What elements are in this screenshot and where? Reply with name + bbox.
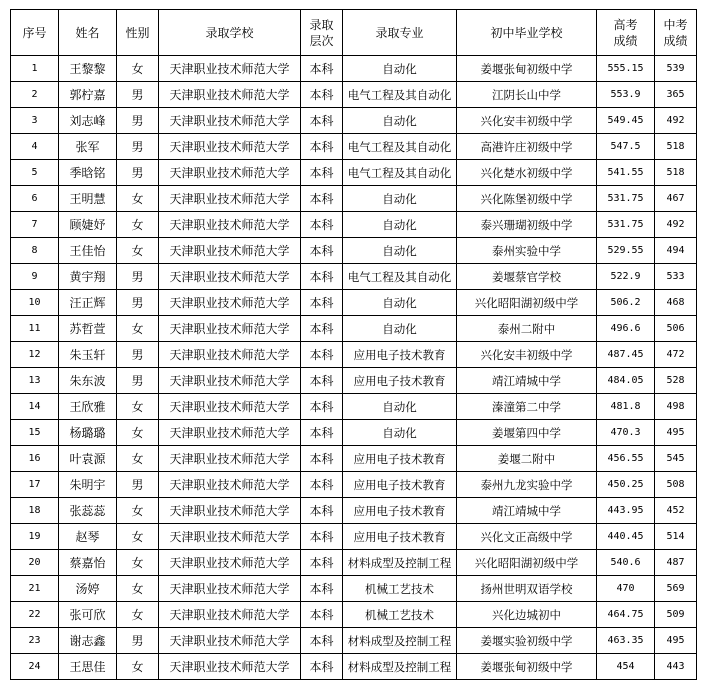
header-row — [11, 10, 697, 56]
cell-admitted-school: 天津职业技术师范大学 — [159, 160, 301, 186]
cell-level: 本科 — [301, 576, 343, 602]
cell-name: 王思佳 — [59, 654, 117, 680]
cell-middle-school: 姜堰第四中学 — [457, 420, 597, 446]
cell-middle-school: 兴化安丰初级中学 — [457, 342, 597, 368]
cell-level: 本科 — [301, 290, 343, 316]
cell-zhongkao-score: 443 — [655, 654, 697, 680]
cell-admitted-school: 天津职业技术师范大学 — [159, 342, 301, 368]
cell-level: 本科 — [301, 602, 343, 628]
cell-name: 赵琴 — [59, 524, 117, 550]
cell-gaokao-score: 470 — [597, 576, 655, 602]
cell-major: 自动化 — [343, 420, 457, 446]
cell-level: 本科 — [301, 446, 343, 472]
table-row — [11, 602, 697, 628]
cell-index: 21 — [11, 576, 59, 602]
cell-middle-school: 姜堰张甸初级中学 — [457, 56, 597, 82]
cell-level: 本科 — [301, 56, 343, 82]
cell-gaokao-score: 531.75 — [597, 186, 655, 212]
table-row — [11, 420, 697, 446]
cell-gender: 男 — [117, 342, 159, 368]
cell-middle-school: 溱潼第二中学 — [457, 394, 597, 420]
cell-middle-school: 姜堰张甸初级中学 — [457, 654, 597, 680]
cell-gender: 女 — [117, 576, 159, 602]
cell-gender: 女 — [117, 550, 159, 576]
cell-major: 自动化 — [343, 108, 457, 134]
cell-gaokao-score: 487.45 — [597, 342, 655, 368]
table-row — [11, 134, 697, 160]
cell-gaokao-score: 454 — [597, 654, 655, 680]
cell-name: 杨璐璐 — [59, 420, 117, 446]
cell-index: 23 — [11, 628, 59, 654]
table-row — [11, 446, 697, 472]
cell-gender: 男 — [117, 82, 159, 108]
header-middle-school: 初中毕业学校 — [457, 10, 597, 56]
cell-zhongkao-score: 545 — [655, 446, 697, 472]
cell-level: 本科 — [301, 472, 343, 498]
cell-level: 本科 — [301, 134, 343, 160]
cell-major: 自动化 — [343, 316, 457, 342]
cell-admitted-school: 天津职业技术师范大学 — [159, 134, 301, 160]
header-zhongkao-score: 中考 成绩 — [655, 10, 697, 56]
cell-zhongkao-score: 492 — [655, 108, 697, 134]
cell-gaokao-score: 470.3 — [597, 420, 655, 446]
cell-major: 材料成型及控制工程 — [343, 628, 457, 654]
cell-name: 朱东波 — [59, 368, 117, 394]
cell-name: 谢志鑫 — [59, 628, 117, 654]
cell-name: 张军 — [59, 134, 117, 160]
header-admitted-school: 录取学校 — [159, 10, 301, 56]
cell-index: 15 — [11, 420, 59, 446]
cell-gaokao-score: 529.55 — [597, 238, 655, 264]
cell-zhongkao-score: 365 — [655, 82, 697, 108]
cell-zhongkao-score: 468 — [655, 290, 697, 316]
cell-gender: 女 — [117, 498, 159, 524]
cell-major: 应用电子技术教育 — [343, 472, 457, 498]
cell-gaokao-score: 456.55 — [597, 446, 655, 472]
cell-admitted-school: 天津职业技术师范大学 — [159, 56, 301, 82]
cell-admitted-school: 天津职业技术师范大学 — [159, 498, 301, 524]
cell-zhongkao-score: 487 — [655, 550, 697, 576]
cell-level: 本科 — [301, 212, 343, 238]
cell-level: 本科 — [301, 342, 343, 368]
cell-gender: 女 — [117, 394, 159, 420]
cell-index: 12 — [11, 342, 59, 368]
cell-major: 电气工程及其自动化 — [343, 264, 457, 290]
cell-name: 朱玉轩 — [59, 342, 117, 368]
header-index: 序号 — [11, 10, 59, 56]
table-row — [11, 576, 697, 602]
cell-gaokao-score: 481.8 — [597, 394, 655, 420]
cell-name: 郭柠嘉 — [59, 82, 117, 108]
header-gaokao-score: 高考 成绩 — [597, 10, 655, 56]
cell-middle-school: 靖江靖城中学 — [457, 498, 597, 524]
table-row — [11, 342, 697, 368]
cell-zhongkao-score: 494 — [655, 238, 697, 264]
cell-zhongkao-score: 508 — [655, 472, 697, 498]
cell-gaokao-score: 464.75 — [597, 602, 655, 628]
cell-gaokao-score: 549.45 — [597, 108, 655, 134]
cell-name: 顾婕妤 — [59, 212, 117, 238]
cell-level: 本科 — [301, 264, 343, 290]
cell-gaokao-score: 450.25 — [597, 472, 655, 498]
cell-name: 王黎黎 — [59, 56, 117, 82]
cell-zhongkao-score: 518 — [655, 160, 697, 186]
cell-gaokao-score: 547.5 — [597, 134, 655, 160]
cell-middle-school: 扬州世明双语学校 — [457, 576, 597, 602]
cell-middle-school: 兴化昭阳湖初级中学 — [457, 550, 597, 576]
table-row — [11, 316, 697, 342]
cell-index: 6 — [11, 186, 59, 212]
cell-gender: 男 — [117, 628, 159, 654]
cell-gender: 女 — [117, 212, 159, 238]
cell-gender: 女 — [117, 524, 159, 550]
cell-index: 1 — [11, 56, 59, 82]
cell-admitted-school: 天津职业技术师范大学 — [159, 446, 301, 472]
cell-name: 叶袁源 — [59, 446, 117, 472]
table-row — [11, 654, 697, 680]
cell-major: 应用电子技术教育 — [343, 342, 457, 368]
table-row — [11, 56, 697, 82]
cell-name: 蔡嘉怡 — [59, 550, 117, 576]
cell-index: 19 — [11, 524, 59, 550]
cell-name: 张可欣 — [59, 602, 117, 628]
cell-middle-school: 泰州九龙实验中学 — [457, 472, 597, 498]
cell-middle-school: 靖江靖城中学 — [457, 368, 597, 394]
table-row — [11, 394, 697, 420]
cell-level: 本科 — [301, 108, 343, 134]
cell-index: 14 — [11, 394, 59, 420]
cell-major: 材料成型及控制工程 — [343, 654, 457, 680]
cell-gaokao-score: 440.45 — [597, 524, 655, 550]
cell-gaokao-score: 496.6 — [597, 316, 655, 342]
table-row — [11, 186, 697, 212]
cell-level: 本科 — [301, 82, 343, 108]
cell-index: 2 — [11, 82, 59, 108]
cell-major: 自动化 — [343, 394, 457, 420]
table-row — [11, 498, 697, 524]
cell-gender: 女 — [117, 446, 159, 472]
table-row — [11, 472, 697, 498]
cell-zhongkao-score: 533 — [655, 264, 697, 290]
cell-level: 本科 — [301, 186, 343, 212]
cell-zhongkao-score: 492 — [655, 212, 697, 238]
table-row — [11, 628, 697, 654]
cell-admitted-school: 天津职业技术师范大学 — [159, 212, 301, 238]
cell-gaokao-score: 540.6 — [597, 550, 655, 576]
cell-admitted-school: 天津职业技术师范大学 — [159, 290, 301, 316]
cell-index: 20 — [11, 550, 59, 576]
cell-name: 王佳怡 — [59, 238, 117, 264]
admission-table — [10, 9, 697, 680]
cell-gender: 女 — [117, 56, 159, 82]
cell-major: 电气工程及其自动化 — [343, 134, 457, 160]
cell-index: 17 — [11, 472, 59, 498]
cell-gaokao-score: 531.75 — [597, 212, 655, 238]
header-name: 姓名 — [59, 10, 117, 56]
cell-major: 自动化 — [343, 186, 457, 212]
cell-admitted-school: 天津职业技术师范大学 — [159, 316, 301, 342]
cell-zhongkao-score: 569 — [655, 576, 697, 602]
cell-gender: 男 — [117, 108, 159, 134]
cell-major: 自动化 — [343, 238, 457, 264]
cell-name: 汤婷 — [59, 576, 117, 602]
cell-level: 本科 — [301, 628, 343, 654]
cell-major: 机械工艺技术 — [343, 576, 457, 602]
cell-level: 本科 — [301, 420, 343, 446]
cell-level: 本科 — [301, 550, 343, 576]
table-row — [11, 160, 697, 186]
cell-major: 自动化 — [343, 212, 457, 238]
cell-admitted-school: 天津职业技术师范大学 — [159, 394, 301, 420]
cell-level: 本科 — [301, 498, 343, 524]
cell-index: 7 — [11, 212, 59, 238]
cell-major: 自动化 — [343, 56, 457, 82]
cell-index: 9 — [11, 264, 59, 290]
cell-index: 4 — [11, 134, 59, 160]
cell-middle-school: 姜堰二附中 — [457, 446, 597, 472]
cell-middle-school: 高港许庄初级中学 — [457, 134, 597, 160]
cell-gender: 男 — [117, 368, 159, 394]
header-gender: 性别 — [117, 10, 159, 56]
cell-gender: 女 — [117, 316, 159, 342]
cell-gender: 女 — [117, 238, 159, 264]
cell-major: 应用电子技术教育 — [343, 446, 457, 472]
cell-index: 16 — [11, 446, 59, 472]
cell-index: 3 — [11, 108, 59, 134]
cell-gaokao-score: 506.2 — [597, 290, 655, 316]
cell-gender: 男 — [117, 264, 159, 290]
cell-level: 本科 — [301, 654, 343, 680]
cell-gender: 男 — [117, 472, 159, 498]
cell-zhongkao-score: 495 — [655, 628, 697, 654]
cell-admitted-school: 天津职业技术师范大学 — [159, 264, 301, 290]
cell-zhongkao-score: 467 — [655, 186, 697, 212]
table-row — [11, 212, 697, 238]
cell-admitted-school: 天津职业技术师范大学 — [159, 524, 301, 550]
cell-admitted-school: 天津职业技术师范大学 — [159, 472, 301, 498]
header-level: 录取 层次 — [301, 10, 343, 56]
cell-major: 材料成型及控制工程 — [343, 550, 457, 576]
cell-zhongkao-score: 495 — [655, 420, 697, 446]
cell-index: 11 — [11, 316, 59, 342]
admission-table-wrapper — [10, 9, 697, 680]
cell-zhongkao-score: 514 — [655, 524, 697, 550]
cell-zhongkao-score: 509 — [655, 602, 697, 628]
cell-gender: 男 — [117, 160, 159, 186]
cell-name: 季晗铭 — [59, 160, 117, 186]
table-row — [11, 264, 697, 290]
cell-level: 本科 — [301, 394, 343, 420]
cell-admitted-school: 天津职业技术师范大学 — [159, 602, 301, 628]
cell-admitted-school: 天津职业技术师范大学 — [159, 576, 301, 602]
cell-gender: 女 — [117, 420, 159, 446]
cell-name: 王欣雅 — [59, 394, 117, 420]
cell-index: 8 — [11, 238, 59, 264]
cell-middle-school: 泰州实验中学 — [457, 238, 597, 264]
cell-admitted-school: 天津职业技术师范大学 — [159, 628, 301, 654]
cell-middle-school: 兴化陈堡初级中学 — [457, 186, 597, 212]
cell-major: 电气工程及其自动化 — [343, 82, 457, 108]
cell-middle-school: 兴化边城初中 — [457, 602, 597, 628]
cell-middle-school: 泰兴珊瑚初级中学 — [457, 212, 597, 238]
table-row — [11, 550, 697, 576]
cell-zhongkao-score: 498 — [655, 394, 697, 420]
cell-index: 5 — [11, 160, 59, 186]
cell-admitted-school: 天津职业技术师范大学 — [159, 82, 301, 108]
cell-admitted-school: 天津职业技术师范大学 — [159, 108, 301, 134]
cell-zhongkao-score: 506 — [655, 316, 697, 342]
cell-gaokao-score: 555.15 — [597, 56, 655, 82]
table-row — [11, 290, 697, 316]
cell-name: 汪正辉 — [59, 290, 117, 316]
table-row — [11, 108, 697, 134]
cell-admitted-school: 天津职业技术师范大学 — [159, 654, 301, 680]
cell-zhongkao-score: 539 — [655, 56, 697, 82]
cell-gender: 女 — [117, 602, 159, 628]
cell-middle-school: 泰州二附中 — [457, 316, 597, 342]
cell-level: 本科 — [301, 368, 343, 394]
cell-admitted-school: 天津职业技术师范大学 — [159, 186, 301, 212]
cell-zhongkao-score: 528 — [655, 368, 697, 394]
cell-gaokao-score: 522.9 — [597, 264, 655, 290]
cell-admitted-school: 天津职业技术师范大学 — [159, 550, 301, 576]
cell-gender: 男 — [117, 134, 159, 160]
cell-name: 苏哲萱 — [59, 316, 117, 342]
cell-index: 13 — [11, 368, 59, 394]
cell-gender: 女 — [117, 186, 159, 212]
cell-index: 10 — [11, 290, 59, 316]
cell-middle-school: 兴化昭阳湖初级中学 — [457, 290, 597, 316]
cell-admitted-school: 天津职业技术师范大学 — [159, 368, 301, 394]
cell-admitted-school: 天津职业技术师范大学 — [159, 238, 301, 264]
cell-gender: 女 — [117, 654, 159, 680]
cell-major: 应用电子技术教育 — [343, 524, 457, 550]
cell-major: 机械工艺技术 — [343, 602, 457, 628]
cell-zhongkao-score: 472 — [655, 342, 697, 368]
cell-name: 刘志峰 — [59, 108, 117, 134]
cell-gaokao-score: 463.35 — [597, 628, 655, 654]
cell-middle-school: 姜堰实验初级中学 — [457, 628, 597, 654]
cell-gender: 男 — [117, 290, 159, 316]
cell-level: 本科 — [301, 316, 343, 342]
cell-middle-school: 江阴长山中学 — [457, 82, 597, 108]
cell-middle-school: 姜堰蔡官学校 — [457, 264, 597, 290]
cell-middle-school: 兴化文正高级中学 — [457, 524, 597, 550]
cell-major: 自动化 — [343, 290, 457, 316]
table-body — [11, 56, 697, 680]
cell-index: 24 — [11, 654, 59, 680]
cell-gaokao-score: 484.05 — [597, 368, 655, 394]
cell-middle-school: 兴化楚水初级中学 — [457, 160, 597, 186]
cell-level: 本科 — [301, 238, 343, 264]
cell-name: 朱明宇 — [59, 472, 117, 498]
cell-gaokao-score: 443.95 — [597, 498, 655, 524]
cell-name: 王明慧 — [59, 186, 117, 212]
cell-middle-school: 兴化安丰初级中学 — [457, 108, 597, 134]
cell-zhongkao-score: 452 — [655, 498, 697, 524]
table-row — [11, 238, 697, 264]
cell-index: 22 — [11, 602, 59, 628]
cell-gaokao-score: 553.9 — [597, 82, 655, 108]
cell-level: 本科 — [301, 524, 343, 550]
cell-major: 应用电子技术教育 — [343, 498, 457, 524]
cell-admitted-school: 天津职业技术师范大学 — [159, 420, 301, 446]
cell-name: 黄宇翔 — [59, 264, 117, 290]
table-row — [11, 524, 697, 550]
cell-index: 18 — [11, 498, 59, 524]
cell-major: 电气工程及其自动化 — [343, 160, 457, 186]
cell-level: 本科 — [301, 160, 343, 186]
cell-name: 张蕊蕊 — [59, 498, 117, 524]
header-major: 录取专业 — [343, 10, 457, 56]
table-row — [11, 82, 697, 108]
table-row — [11, 368, 697, 394]
cell-major: 应用电子技术教育 — [343, 368, 457, 394]
cell-gaokao-score: 541.55 — [597, 160, 655, 186]
cell-zhongkao-score: 518 — [655, 134, 697, 160]
